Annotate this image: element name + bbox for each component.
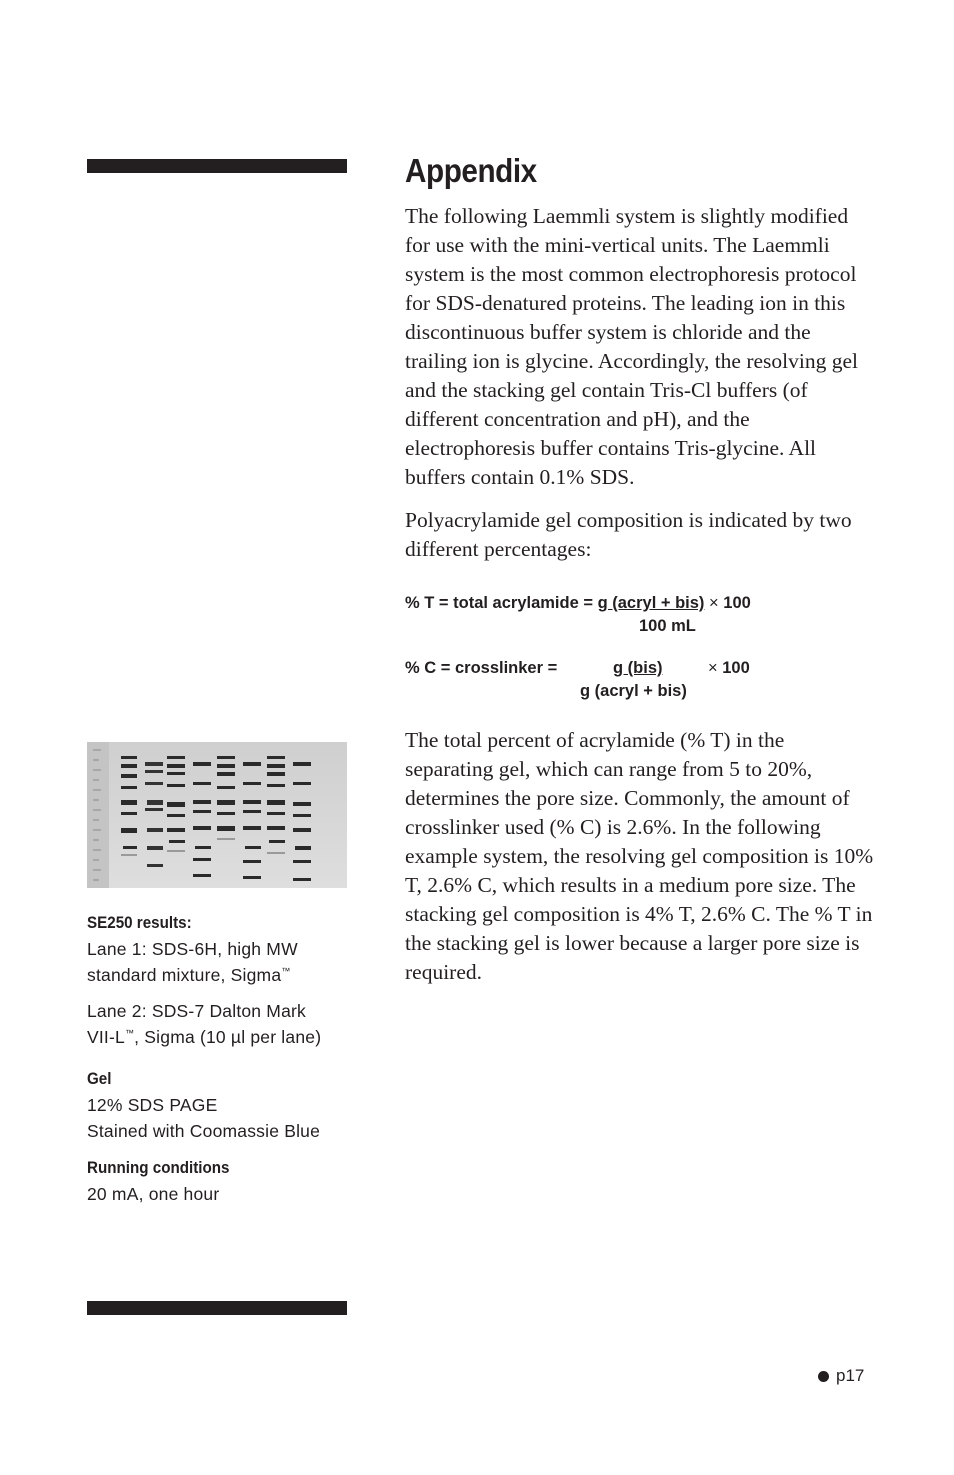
running-heading: Running conditions — [87, 1159, 230, 1177]
gel-heading: Gel — [87, 1070, 112, 1088]
results-caption — [87, 910, 357, 988]
results-heading: SE250 results: — [87, 914, 192, 932]
gel-caption — [87, 1066, 357, 1144]
gel-photo — [87, 742, 347, 888]
formula-t-lhs: % T = total acrylamide = — [405, 594, 593, 612]
formula-c-factor: × 100 — [708, 659, 750, 677]
formula-c-denominator: g (acryl + bis) — [580, 682, 687, 700]
composition-paragraph: Polyacrylamide gel composition is indicated by two different percentages: — [405, 508, 852, 561]
lane2-line1: Lane 2: SDS-7 Dalton Mark — [87, 1001, 306, 1021]
formula-crosslinker-lhs: % C = crosslinker = — [405, 659, 558, 677]
pore-size-paragraph: The total percent of acrylamide (% T) in the separating gel, which can range from 5 to 20%, determines the pore size. Commonly, the amount of crosslinker used (% C) is 2.6%. In the following example system, the resolving gel composition is 10% T, 2.6% C, which results in a medium pore size. The stacking gel composition is 4% T, 2.6% C. The % T in the stacking gel is lower because a larger pore size is required. — [405, 728, 874, 984]
gel-line1: 12% SDS PAGE — [87, 1095, 218, 1115]
bottom-rule — [87, 1301, 347, 1315]
formula-t-factor: 100 — [723, 594, 751, 612]
lane1-line1: Lane 1: SDS-6H, high MW — [87, 939, 298, 959]
running-line1: 20 mA, one hour — [87, 1184, 220, 1204]
formula-t-numerator: g (acryl + bis) — [597, 594, 705, 612]
page-title: Appendix — [405, 152, 537, 189]
intro-paragraph: The following Laemmli system is slightly modified for use with the mini-vertical units. The Laemmli system is the most common electrophoresis protocol for SDS-denatured proteins. The leading ion in this discontinuous buffer system is chloride and the trailing ion is glycine. Accordingly, the resolving gel and the stacking gel contain Tris-Cl buffers (of different concentration and pH), and the electrophoresis buffer contains Tris-glycine. All buffers contain 0.1% SDS. — [405, 204, 859, 489]
formula-t-times: × — [709, 594, 719, 612]
trademark-symbol: ™ — [281, 966, 291, 977]
top-rule — [87, 159, 347, 173]
bullet-icon — [818, 1371, 829, 1382]
page-number — [818, 1366, 864, 1386]
lane1-line2: standard mixture, Sigma™ — [87, 965, 291, 985]
pore-size-section — [405, 726, 875, 1001]
lane2-line2: VII-L™, Sigma (10 µl per lane) — [87, 1027, 322, 1047]
trademark-symbol: ™ — [124, 1028, 135, 1039]
formula-total-acrylamide — [405, 594, 751, 613]
running-caption — [87, 1155, 357, 1207]
formula-t-denominator: 100 mL — [639, 617, 696, 635]
formula-c-numerator: g (bis) — [613, 659, 663, 677]
page-number-label: p17 — [836, 1366, 865, 1385]
main-column — [405, 152, 875, 578]
lane2-caption — [87, 998, 357, 1050]
gel-line2: Stained with Coomassie Blue — [87, 1121, 321, 1141]
